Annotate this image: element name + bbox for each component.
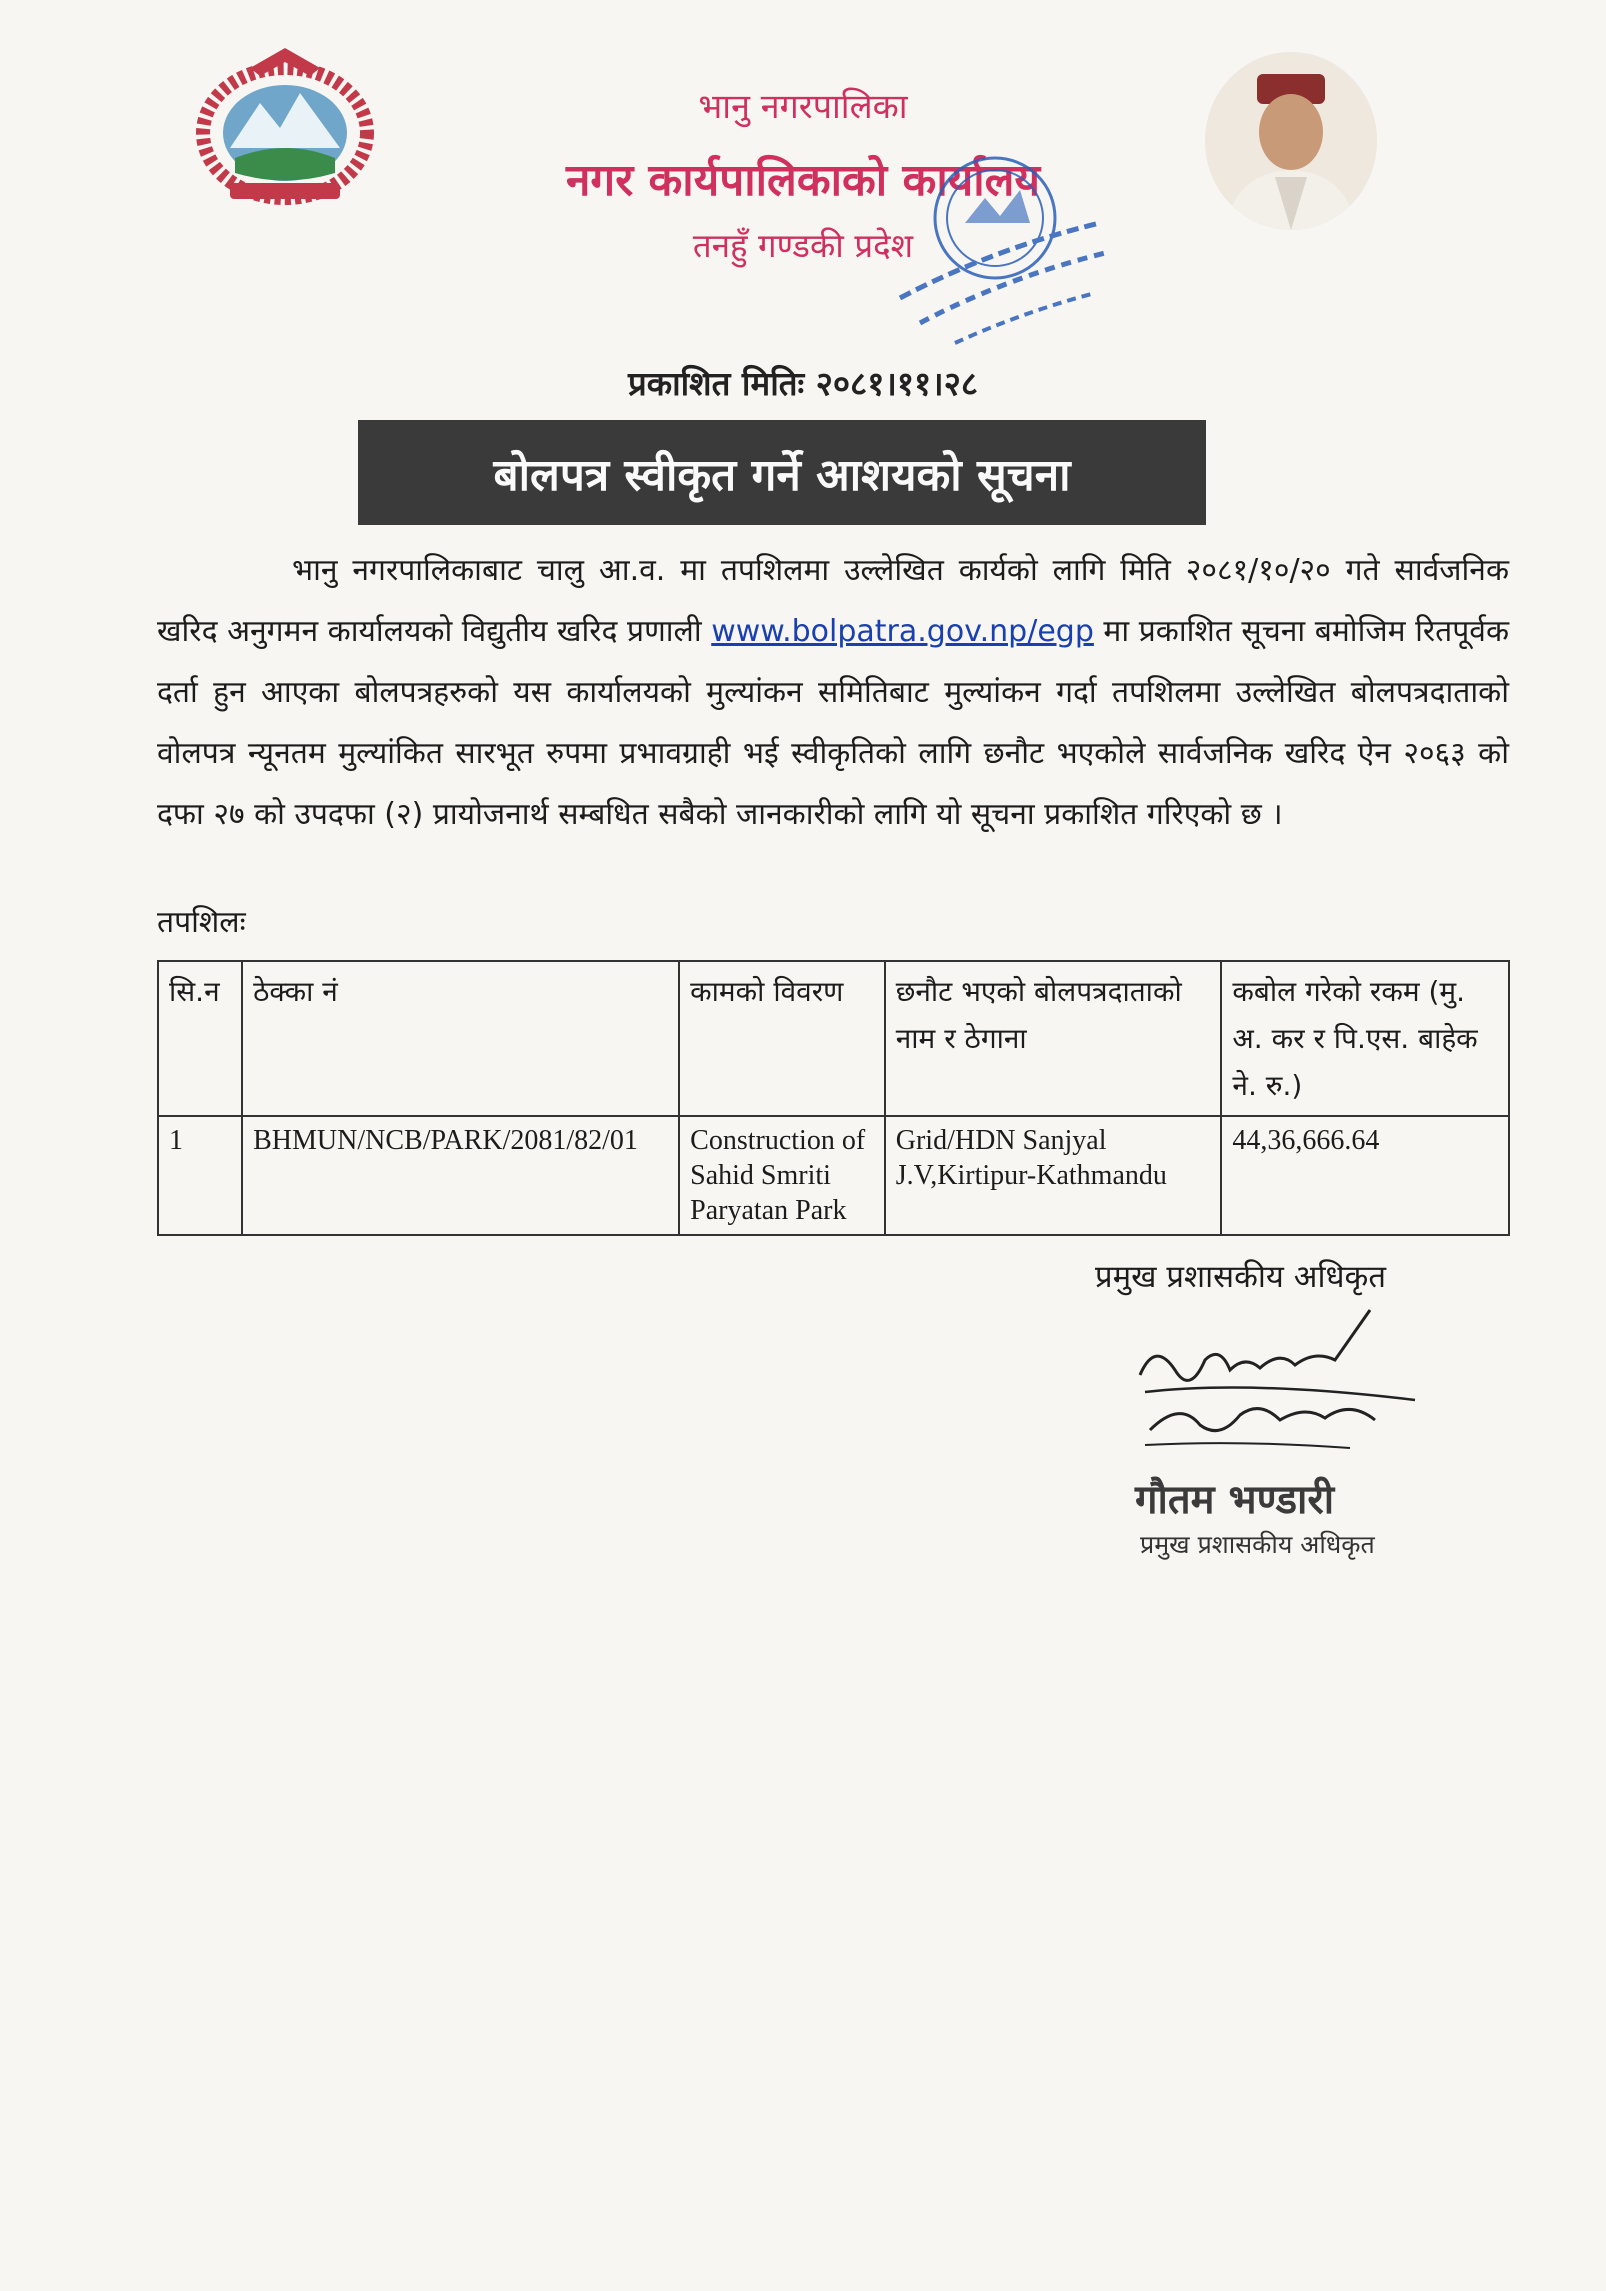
office-location: तनहुँ गण्डकी प्रदेश bbox=[692, 226, 914, 265]
cell-description: Construction of Sahid Smriti Paryatan Park bbox=[679, 1116, 885, 1235]
bolpatra-link[interactable]: www.bolpatra.gov.np/egp bbox=[711, 614, 1094, 649]
portrait-icon bbox=[1205, 52, 1377, 230]
table-row bbox=[158, 1116, 1509, 1235]
cell-bidder: Grid/HDN Sanjyal J.V,Kirtipur-Kathmandu bbox=[885, 1116, 1222, 1235]
award-table bbox=[157, 960, 1510, 1236]
notice-body bbox=[157, 540, 1509, 845]
notice-body-part1: भानु नगरपालिकाबाट चालु आ.व. मा तपशिलमा उल्लेखित कार्यको लागि मिति २०८१/१०/२० गते सार्वजनिक खरिद अनुगमन कार्यालयको विद्युतीय खरिद प्रणाली bbox=[157, 553, 1509, 649]
published-date: प्रकाशित मितिः २०८१।११।२८ bbox=[627, 364, 979, 403]
municipality-name: भानु नगरपालिका bbox=[698, 87, 908, 127]
cell-amount: 44,36,666.64 bbox=[1221, 1116, 1509, 1235]
signature-icon bbox=[1120, 1300, 1420, 1470]
signatory-name: गौतम भण्डारी bbox=[1135, 1477, 1335, 1523]
header-description: कामको विवरण bbox=[679, 961, 885, 1116]
header-amount: कबोल गरेको रकम (मु. अ. कर र पि.एस. बाहेक ने. रु.) bbox=[1221, 961, 1509, 1116]
notice-body-part2: मा प्रकाशित सूचना बमोजिम रितपूर्वक दर्ता हुन आएका बोलपत्रहरुको यस कार्यालयको मुल्यांकन समितिबाट मुल्यांकन गर्दा तपशिलमा उल्लेखित बोलपत्रदाताको वोलपत्र न्यूनतम मुल्यांकित सारभूत रुपमा प्रभावग्राही भई स्वीकृतिको लागि छनौट भएकोले सार्वजनिक खरिद ऐन २०६३ को दफा २७ को उपदफा (२) प्रायोजनार्थ सम्बधित सबैको जानकारीको लागि यो सूचना प्रकाशित गरिएको छ । bbox=[157, 614, 1509, 832]
signatory-designation: प्रमुख प्रशासकीय अधिकृत bbox=[1140, 1530, 1375, 1559]
office-name: नगर कार्यपालिकाको कार्यालय bbox=[566, 155, 1040, 206]
header-contract-no: ठेक्का नं bbox=[242, 961, 679, 1116]
cell-sn: 1 bbox=[158, 1116, 242, 1235]
cell-contract-no: BHMUN/NCB/PARK/2081/82/01 bbox=[242, 1116, 679, 1235]
table-header-row bbox=[158, 961, 1509, 1116]
tapashil-label: तपशिलः bbox=[157, 905, 246, 940]
header-bidder: छनौट भएको बोलपत्रदाताको नाम र ठेगाना bbox=[885, 961, 1222, 1116]
notice-title: बोलपत्र स्वीकृत गर्ने आशयको सूचना bbox=[358, 420, 1206, 525]
header-sn: सि.न bbox=[158, 961, 242, 1116]
office-stamp-icon bbox=[860, 128, 1130, 358]
signatory-title: प्रमुख प्रशासकीय अधिकृत bbox=[1095, 1259, 1387, 1295]
